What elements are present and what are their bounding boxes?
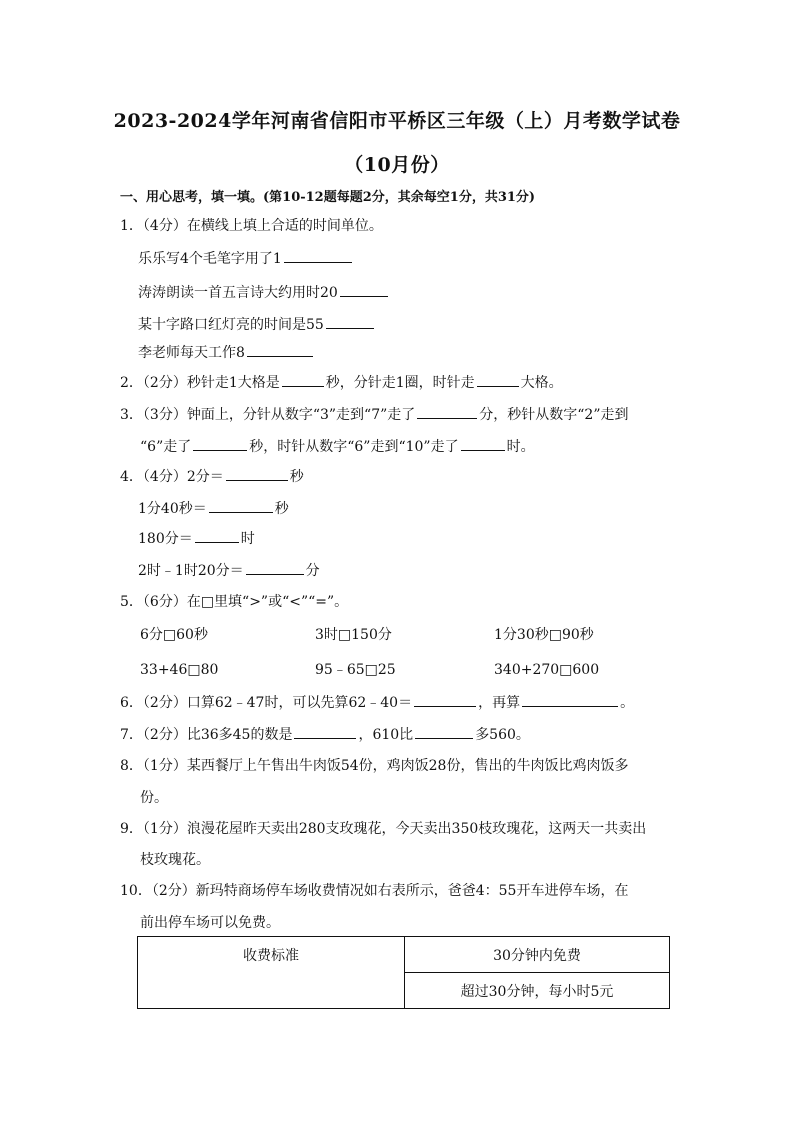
question-4-a-unit: 秒 bbox=[289, 469, 304, 485]
question-7-text-2: ，610比 bbox=[358, 727, 414, 743]
answer-blank[interactable] bbox=[417, 404, 477, 419]
question-2-text-1: 2．（2分）秒针走1大格是 bbox=[120, 375, 280, 391]
answer-blank[interactable] bbox=[294, 724, 356, 739]
question-5-item: 95﹣65□25 bbox=[315, 662, 396, 678]
question-4-a bbox=[120, 466, 304, 487]
exam-title: 2023-2024学年河南省信阳市平桥区三年级（上）月考数学试卷 bbox=[113, 110, 681, 132]
answer-blank[interactable] bbox=[282, 372, 324, 387]
question-3-text-5: 时。 bbox=[506, 439, 535, 455]
answer-blank[interactable] bbox=[461, 436, 505, 451]
question-8-line-1: 8．（1分）某西餐厅上午售出牛肉饭54份，鸡肉饭28份，售出的牛肉饭比鸡肉饭多 bbox=[120, 758, 629, 774]
question-7 bbox=[120, 724, 530, 745]
question-7-text-1: 7．（2分）比36多45的数是 bbox=[120, 727, 293, 743]
question-4-b bbox=[138, 498, 289, 519]
question-8-line-2: 份。 bbox=[140, 790, 168, 806]
question-4-c bbox=[138, 528, 255, 549]
answer-blank[interactable] bbox=[326, 314, 374, 329]
answer-blank[interactable] bbox=[477, 372, 519, 387]
question-5-item: 33+46□80 bbox=[140, 662, 219, 678]
question-10-line-1: 10．（2分）新玛特商场停车场收费情况如右表所示，爸爸4：55开车进停车场，在 bbox=[120, 883, 629, 899]
fee-table-row-charge: 超过30分钟，每小时5元 bbox=[405, 973, 670, 1009]
question-4-d-unit: 分 bbox=[305, 563, 320, 579]
fee-table-header: 收费标准 bbox=[138, 937, 405, 1009]
question-1-a bbox=[138, 248, 354, 269]
exam-subtitle: （10月份） bbox=[344, 154, 450, 176]
question-3-text-1: 3．（3分）钟面上，分针从数字“3”走到“7”走了 bbox=[120, 407, 416, 423]
question-4-d bbox=[138, 560, 320, 581]
question-3-text-4: 秒，时针从数字“6”走到“10”走了 bbox=[249, 439, 459, 455]
question-5-item: 6分□60秒 bbox=[140, 627, 208, 643]
question-9-line-1: 9．（1分）浪漫花屋昨天卖出280支玫瑰花，今天卖出350枝玫瑰花，这两天一共卖出 bbox=[120, 821, 647, 837]
answer-blank[interactable] bbox=[246, 560, 304, 575]
question-6-text-1: 6．（2分）口算62﹣47时，可以先算62﹣40＝ bbox=[120, 695, 413, 711]
question-1-d-text: 李老师每天工作8 bbox=[138, 345, 245, 361]
question-7-text-3: 多560。 bbox=[475, 727, 530, 743]
question-6-text-2: ，再算 bbox=[478, 695, 521, 711]
question-5-item: 3时□150分 bbox=[315, 627, 392, 643]
answer-blank[interactable] bbox=[195, 528, 239, 543]
answer-blank[interactable] bbox=[284, 248, 352, 263]
question-3-text-3: “6”走了 bbox=[140, 439, 192, 455]
question-4-a-text: 4．（4分）2分＝ bbox=[120, 469, 224, 485]
answer-blank[interactable] bbox=[209, 498, 273, 513]
question-4-b-text: 1分40秒＝ bbox=[138, 501, 207, 517]
question-3-line-1 bbox=[120, 404, 629, 425]
answer-blank[interactable] bbox=[247, 342, 313, 357]
question-1-d bbox=[138, 342, 315, 363]
question-1-b bbox=[138, 282, 390, 303]
fee-table-row-free: 30分钟内免费 bbox=[405, 937, 670, 973]
question-3-text-2: 分，秒针从数字“2”走到 bbox=[479, 407, 629, 423]
question-9-line-2: 枝玫瑰花。 bbox=[140, 852, 210, 868]
question-1-b-text: 涛涛朗读一首五言诗大约用时20 bbox=[138, 285, 338, 301]
question-5-item: 1分30秒□90秒 bbox=[494, 627, 594, 643]
answer-blank[interactable] bbox=[522, 692, 618, 707]
question-1-a-text: 乐乐写4个毛笔字用了1 bbox=[138, 251, 282, 267]
question-6-text-3: 。 bbox=[620, 695, 635, 711]
answer-blank[interactable] bbox=[414, 692, 476, 707]
answer-blank[interactable] bbox=[340, 282, 388, 297]
question-2-text-2: 秒，分针走1圈，时针走 bbox=[325, 375, 475, 391]
question-1-c-text: 某十字路口红灯亮的时间是55 bbox=[138, 317, 324, 333]
question-4-c-unit: 时 bbox=[240, 531, 255, 547]
question-2 bbox=[120, 372, 563, 393]
question-5-item: 340+270□600 bbox=[494, 662, 600, 678]
answer-blank[interactable] bbox=[193, 436, 247, 451]
question-2-text-3: 大格。 bbox=[520, 375, 563, 391]
question-3-line-2 bbox=[140, 436, 535, 457]
question-5-stem: 5．（6分）在□里填“>”或“<”“=”。 bbox=[120, 594, 349, 610]
question-6 bbox=[120, 692, 634, 713]
question-4-b-unit: 秒 bbox=[274, 501, 289, 517]
section-heading: 一、用心思考，填一填。(第10-12题每题2分，其余每空1分，共31分) bbox=[120, 190, 536, 205]
question-1-c bbox=[138, 314, 376, 335]
question-1-stem: 1．（4分）在横线上填上合适的时间单位。 bbox=[120, 218, 383, 234]
fee-table bbox=[137, 936, 670, 1009]
question-10-line-2: 前出停车场可以免费。 bbox=[140, 915, 280, 931]
question-4-c-text: 180分＝ bbox=[138, 531, 193, 547]
answer-blank[interactable] bbox=[415, 724, 473, 739]
answer-blank[interactable] bbox=[226, 466, 288, 481]
question-4-d-text: 2时﹣1时20分＝ bbox=[138, 563, 244, 579]
